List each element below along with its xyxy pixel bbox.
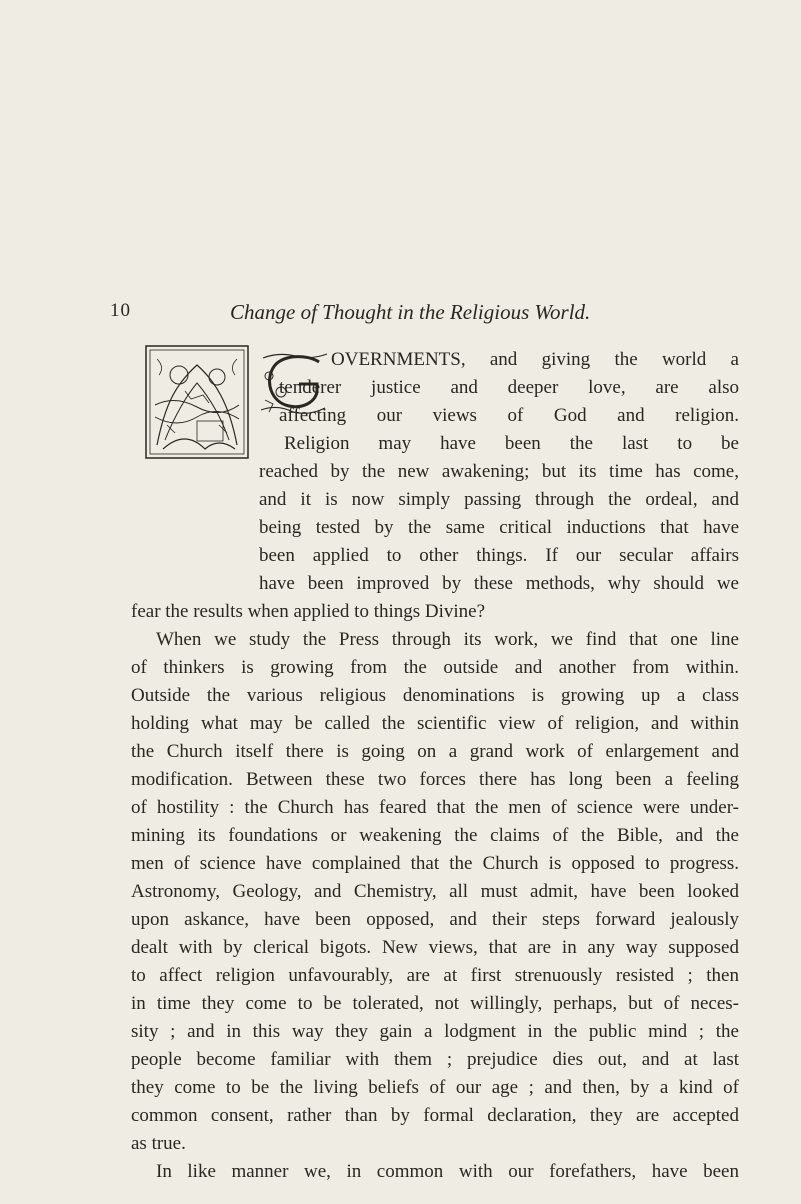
- text-line: of thinkers is growing from the outside and another from within.: [131, 657, 739, 678]
- text-line: been applied to other things. If our secular affairs: [259, 545, 739, 566]
- text-line: Astronomy, Geology, and Chemistry, all must admit, have been looked: [131, 881, 739, 902]
- text-line: upon askance, have been opposed, and their steps forward jealously: [131, 909, 739, 930]
- text-line: being tested by the same critical inductions that have: [259, 517, 739, 538]
- text-line: fear the results when applied to things Divine?: [131, 601, 486, 622]
- text-line: in time they come to be tolerated, not willingly, perhaps, but of neces-: [131, 993, 739, 1014]
- text-line: have been improved by these methods, why should we: [259, 573, 739, 594]
- decorative-initial-G-icon: [145, 345, 249, 459]
- text-line: sity ; and in this way they gain a lodgment in the public mind ; the: [131, 1021, 739, 1042]
- text-line: mining its foundations or weakening the claims of the Bible, and the: [131, 825, 739, 846]
- text-line: reached by the new awakening; but its time has come,: [259, 461, 739, 482]
- text-line: and it is now simply passing through the ordeal, and: [259, 489, 739, 510]
- text-line: tenderer justice and deeper love, are also: [279, 377, 739, 398]
- running-title: Change of Thought in the Religious World.: [230, 300, 591, 324]
- text-line: Outside the various religious denominations is growing up a class: [131, 685, 739, 706]
- text-line: OVERNMENTS, and giving the world a: [331, 349, 739, 370]
- text-line: common consent, rather than by formal declaration, they are accepted: [131, 1105, 739, 1126]
- page-number: 10: [110, 300, 131, 321]
- text-line: of hostility : the Church has feared that the men of science were under-: [131, 797, 739, 818]
- text-line: holding what may be called the scientific view of religion, and within: [131, 713, 739, 734]
- text-line: In like manner we, in common with our forefathers, have been: [156, 1161, 739, 1182]
- text-line: they come to be the living beliefs of our age ; and then, by a kind of: [131, 1077, 739, 1098]
- text-line: people become familiar with them ; prejudice dies out, and at last: [131, 1049, 739, 1070]
- text-line: the Church itself there is going on a grand work of enlargement and: [131, 741, 739, 762]
- text-line: to affect religion unfavourably, are at first strenuously resisted ; then: [131, 965, 739, 986]
- text-line: men of science have complained that the Church is opposed to progress.: [131, 853, 739, 874]
- text-line: as true.: [131, 1133, 186, 1154]
- text-line: dealt with by clerical bigots. New views, that are in any way supposed: [131, 937, 739, 958]
- text-line: When we study the Press through its work, we find that one line: [156, 629, 739, 650]
- text-line: Religion may have been the last to be: [284, 433, 739, 454]
- text-line: modification. Between these two forces there has long been a feeling: [131, 769, 739, 790]
- text-line: affecting our views of God and religion.: [279, 405, 739, 426]
- page-header: [0, 300, 801, 330]
